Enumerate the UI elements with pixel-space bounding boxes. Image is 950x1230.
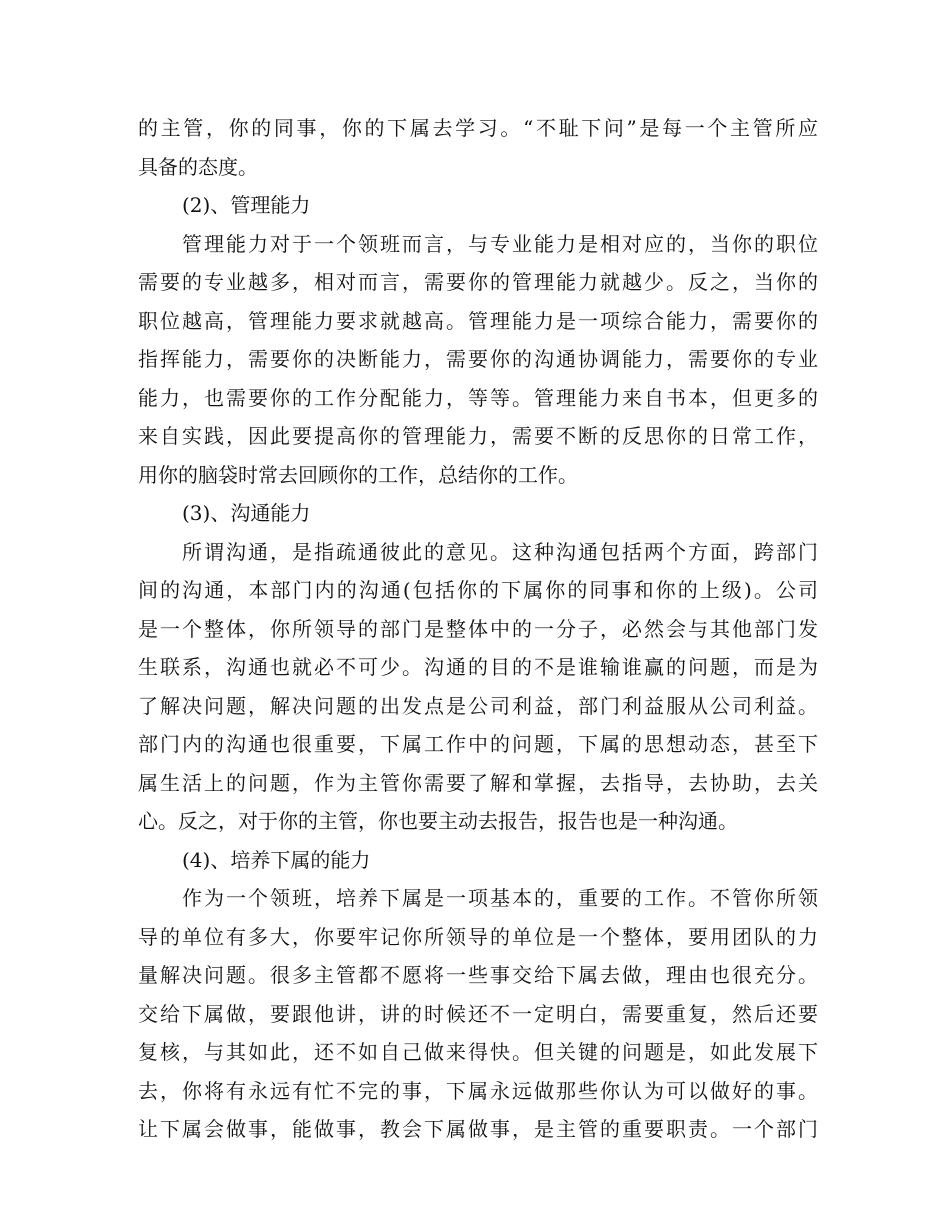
- text-line: 让下属会做事，能做事，教会下属做事，是主管的重要职责。一个部门: [138, 1117, 818, 1141]
- text-line: 用你的脑袋时常去回顾你的工作，总结你的工作。: [138, 462, 578, 487]
- text-line: 能力，也需要你的工作分配能力，等等。管理能力来自书本，但更多的: [138, 385, 818, 410]
- text-line: 间的沟通，本部门内的沟通(包括你的下属你的同事和你的上级)。公司: [138, 578, 818, 602]
- text-line: 心。反之，对于你的主管，你也要主动去报告，报告也是一种沟通。: [138, 809, 738, 833]
- text-line: 了解决问题，解决问题的出发点是公司利益，部门利益服从公司利益。: [138, 693, 818, 718]
- text-line: 生联系，沟通也就必不可少。沟通的目的不是谁输谁赢的问题，而是为: [138, 655, 818, 679]
- paragraph-first-line: 作为一个领班，培养下属是一项基本的，重要的工作。不管你所领: [182, 886, 818, 910]
- text-line: 是一个整体，你所领导的部门是整体中的一分子，必然会与其他部门发: [138, 616, 818, 641]
- text-line: 复核，与其如此，还不如自己做来得快。但关键的问题是，如此发展下: [138, 1040, 818, 1064]
- text-line: 交给下属做，要跟他讲，讲的时候还不一定明白，需要重复，然后还要: [138, 1001, 818, 1026]
- text-line: 指挥能力，需要你的决断能力，需要你的沟通协调能力，需要你的专业: [138, 347, 818, 371]
- document-body: [138, 109, 818, 1149]
- text-line: 来自实践，因此要提高你的管理能力，需要不断的反思你的日常工作，: [138, 424, 818, 448]
- section-heading-management: (2)、管理能力: [182, 193, 311, 217]
- text-line: 部门内的沟通也很重要，下属工作中的问题，下属的思想动态，甚至下: [138, 732, 818, 756]
- paragraph-first-line: 所谓沟通，是指疏通彼此的意见。这种沟通包括两个方面，跨部门: [182, 539, 818, 564]
- text-line: 的主管，你的同事，你的下属去学习。“不耻下问”是每一个主管所应: [138, 116, 818, 140]
- text-line: 职位越高，管理能力要求就越高。管理能力是一项综合能力，需要你的: [138, 308, 818, 333]
- text-line: 需要的专业越多，相对而言，需要你的管理能力就越少。反之，当你的: [138, 270, 818, 294]
- paragraph-first-line: 管理能力对于一个领班而言，与专业能力是相对应的，当你的职位: [182, 231, 818, 256]
- text-line: 量解决问题。很多主管都不愿将一些事交给下属去做，理由也很充分。: [138, 963, 818, 987]
- text-line: 属生活上的问题，作为主管你需要了解和掌握，去指导，去协助，去关: [138, 770, 818, 795]
- section-heading-training: (4)、培养下属的能力: [182, 847, 371, 872]
- text-line: 去，你将有永远有忙不完的事，下属永远做那些你认为可以做好的事。: [138, 1078, 818, 1103]
- text-line: 具备的态度。: [138, 154, 258, 179]
- text-line: 导的单位有多大，你要牢记你所领导的单位是一个整体，要用团队的力: [138, 924, 818, 949]
- section-heading-communication: (3)、沟通能力: [182, 501, 311, 525]
